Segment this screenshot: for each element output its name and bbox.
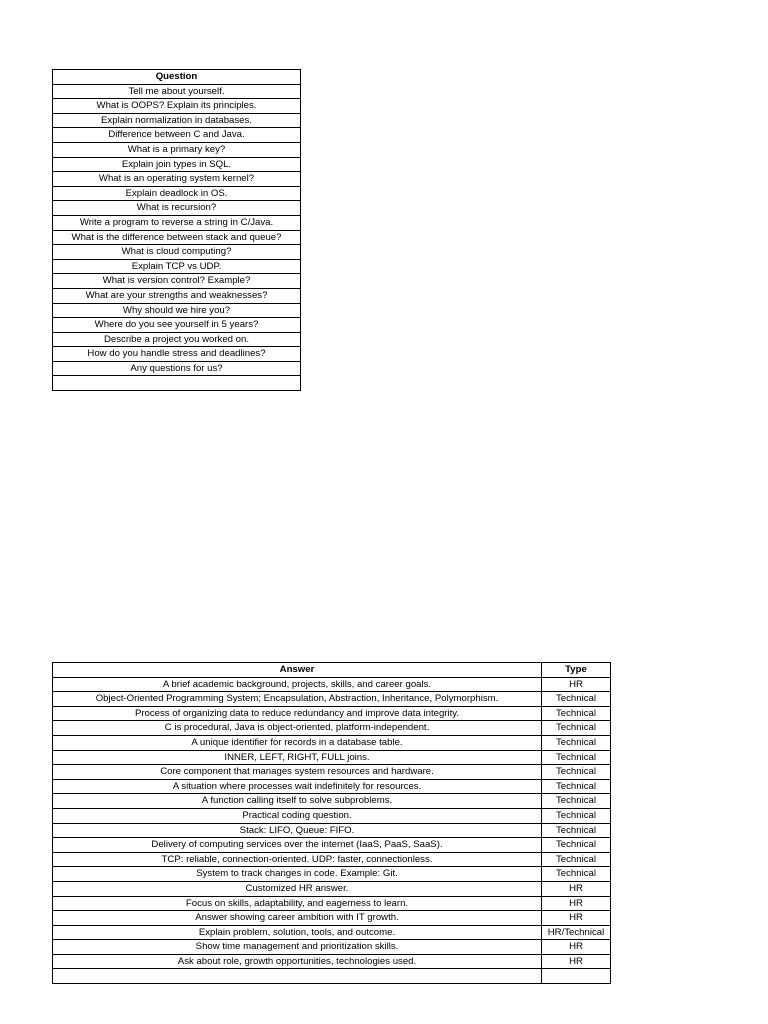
questions-table [52, 69, 301, 391]
table-row [53, 84, 301, 99]
table-row [53, 332, 301, 347]
type-cell: Technical [542, 735, 611, 750]
type-cell: Technical [542, 838, 611, 853]
answer-cell: Delivery of computing services over the internet (IaaS, PaaS, SaaS). [53, 838, 542, 853]
table-row [53, 735, 611, 750]
question-cell: Any questions for us? [53, 361, 301, 376]
question-column-header: Question [53, 70, 301, 85]
table-row [53, 954, 611, 969]
question-cell: Explain TCP vs UDP. [53, 259, 301, 274]
table-row [53, 318, 301, 333]
table-row [53, 376, 301, 391]
table-row [53, 838, 611, 853]
type-cell: Technical [542, 706, 611, 721]
answer-cell: Customized HR answer. [53, 881, 542, 896]
question-cell: How do you handle stress and deadlines? [53, 347, 301, 362]
question-cell: What is version control? Example? [53, 274, 301, 289]
question-cell: Explain join types in SQL. [53, 157, 301, 172]
table-row [53, 274, 301, 289]
table-row [53, 361, 301, 376]
question-cell: Why should we hire you? [53, 303, 301, 318]
type-cell: Technical [542, 867, 611, 882]
table-row [53, 692, 611, 707]
table-row [53, 940, 611, 955]
type-cell: Technical [542, 779, 611, 794]
type-cell: HR/Technical [542, 925, 611, 940]
answer-column-header: Answer [53, 663, 542, 678]
question-cell: Explain deadlock in OS. [53, 186, 301, 201]
answer-cell: System to track changes in code. Example: Git. [53, 867, 542, 882]
question-cell: What is a primary key? [53, 142, 301, 157]
answer-cell: TCP: reliable, connection-oriented. UDP: faster, connectionless. [53, 852, 542, 867]
table-row [53, 172, 301, 187]
table-row [53, 259, 301, 274]
type-cell: Technical [542, 852, 611, 867]
type-cell: HR [542, 881, 611, 896]
question-cell: Write a program to reverse a string in C/Java. [53, 215, 301, 230]
answer-cell [53, 969, 542, 984]
table-row [53, 823, 611, 838]
question-cell: Where do you see yourself in 5 years? [53, 318, 301, 333]
table-row [53, 706, 611, 721]
answer-cell: Practical coding question. [53, 808, 542, 823]
answers-table [52, 662, 611, 984]
answer-cell: Process of organizing data to reduce redundancy and improve data integrity. [53, 706, 542, 721]
question-cell: Describe a project you worked on. [53, 332, 301, 347]
table-row [53, 245, 301, 260]
table-row [53, 808, 611, 823]
type-cell: Technical [542, 765, 611, 780]
type-cell: HR [542, 896, 611, 911]
type-cell: Technical [542, 721, 611, 736]
type-cell: Technical [542, 794, 611, 809]
table-row [53, 215, 301, 230]
answer-cell: A unique identifier for records in a database table. [53, 735, 542, 750]
answer-cell: A situation where processes wait indefinitely for resources. [53, 779, 542, 794]
type-cell: HR [542, 911, 611, 926]
table-row [53, 852, 611, 867]
question-cell: What is OOPS? Explain its principles. [53, 99, 301, 114]
type-cell: HR [542, 677, 611, 692]
type-column-header: Type [542, 663, 611, 678]
answer-cell: Stack: LIFO, Queue: FIFO. [53, 823, 542, 838]
answer-cell: Focus on skills, adaptability, and eagerness to learn. [53, 896, 542, 911]
table-row [53, 186, 301, 201]
question-cell: Explain normalization in databases. [53, 113, 301, 128]
question-cell: Tell me about yourself. [53, 84, 301, 99]
answer-cell: Explain problem, solution, tools, and outcome. [53, 925, 542, 940]
answer-cell: C is procedural, Java is object-oriented, platform-independent. [53, 721, 542, 736]
answer-cell: Ask about role, growth opportunities, technologies used. [53, 954, 542, 969]
table-row [53, 347, 301, 362]
answer-cell: Show time management and prioritization skills. [53, 940, 542, 955]
table-row [53, 128, 301, 143]
table-row [53, 794, 611, 809]
type-cell: Technical [542, 750, 611, 765]
table-row [53, 288, 301, 303]
table-row [53, 750, 611, 765]
answers-header-row [53, 663, 611, 678]
question-cell: What is cloud computing? [53, 245, 301, 260]
answer-cell: A brief academic background, projects, skills, and career goals. [53, 677, 542, 692]
questions-header-row [53, 70, 301, 85]
type-cell: Technical [542, 692, 611, 707]
question-cell [53, 376, 301, 391]
table-row [53, 142, 301, 157]
table-row [53, 881, 611, 896]
table-row [53, 765, 611, 780]
answer-cell: Answer showing career ambition with IT growth. [53, 911, 542, 926]
type-cell: HR [542, 954, 611, 969]
answers-body [53, 677, 611, 983]
table-row [53, 779, 611, 794]
table-row [53, 896, 611, 911]
question-cell: What is recursion? [53, 201, 301, 216]
table-row [53, 925, 611, 940]
answer-cell: INNER, LEFT, RIGHT, FULL joins. [53, 750, 542, 765]
question-cell: Difference between C and Java. [53, 128, 301, 143]
question-cell: What is an operating system kernel? [53, 172, 301, 187]
table-row [53, 867, 611, 882]
table-row [53, 303, 301, 318]
question-cell: What is the difference between stack and queue? [53, 230, 301, 245]
table-row [53, 721, 611, 736]
table-row [53, 230, 301, 245]
table-row [53, 911, 611, 926]
answer-cell: Core component that manages system resources and hardware. [53, 765, 542, 780]
table-row [53, 969, 611, 984]
table-row [53, 157, 301, 172]
type-cell [542, 969, 611, 984]
answer-cell: A function calling itself to solve subproblems. [53, 794, 542, 809]
type-cell: Technical [542, 808, 611, 823]
type-cell: Technical [542, 823, 611, 838]
table-row [53, 113, 301, 128]
table-row [53, 677, 611, 692]
table-row [53, 99, 301, 114]
answer-cell: Object-Oriented Programming System; Encapsulation, Abstraction, Inheritance, Polymorphism. [53, 692, 542, 707]
type-cell: HR [542, 940, 611, 955]
questions-body [53, 84, 301, 390]
question-cell: What are your strengths and weaknesses? [53, 288, 301, 303]
table-row [53, 201, 301, 216]
